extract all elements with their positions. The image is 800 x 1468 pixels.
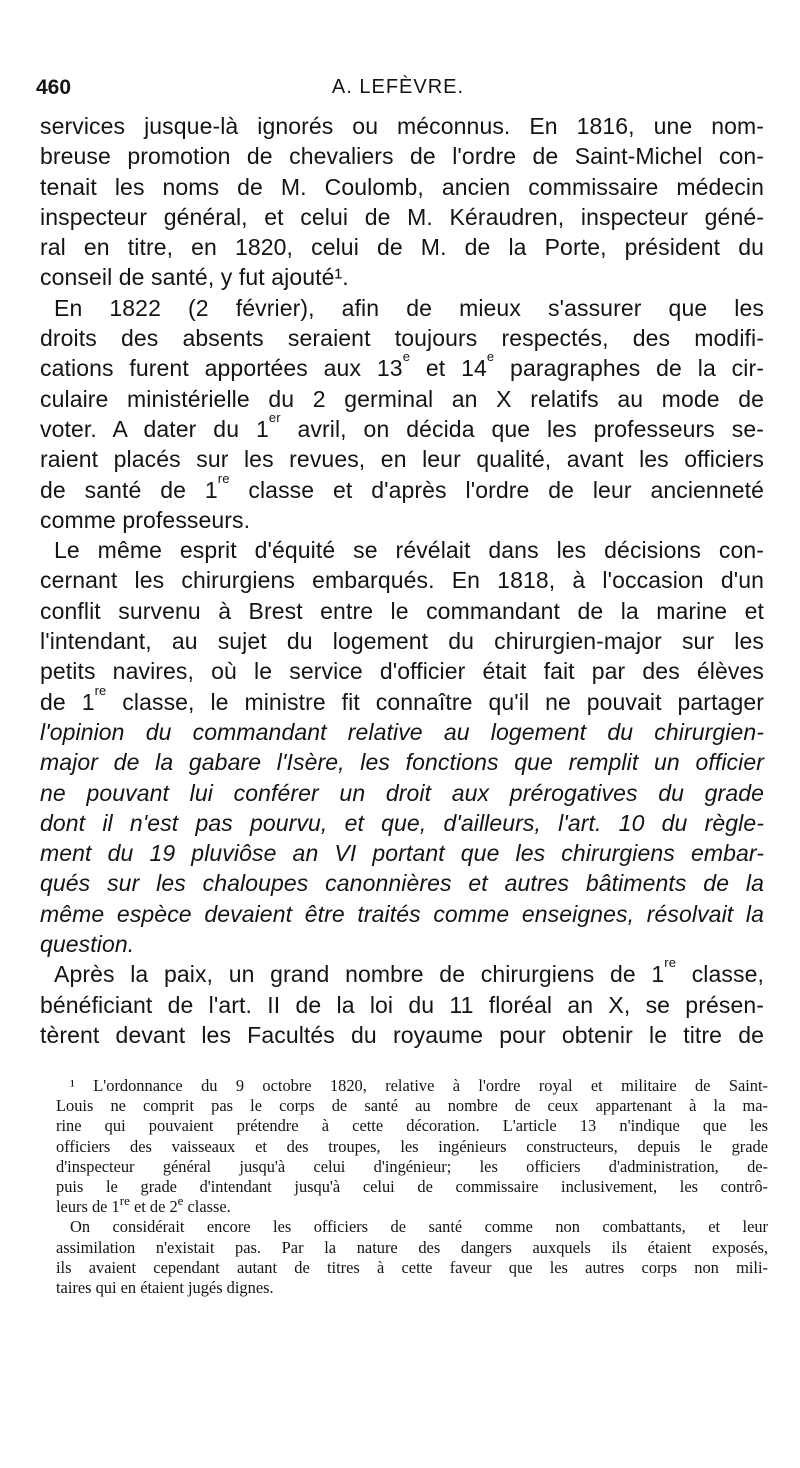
body-line: ral en titre, en 1820, celui de M. de la Porte, président du bbox=[40, 234, 764, 261]
body-line: Le même esprit d'équité se révélait dans les décisions con- bbox=[54, 537, 764, 564]
body-line: question. bbox=[40, 931, 135, 958]
footnote-line: rine qui pouvaient prétendre à cette décoration. L'article 13 n'indique que les bbox=[56, 1116, 768, 1136]
body-line: En 1822 (2 février), afin de mieux s'assurer que les bbox=[54, 294, 764, 321]
footnote-line: assimilation n'existait pas. Par la nature des dangers auxquels ils étaient exposés, bbox=[56, 1237, 768, 1257]
body-line: droits des absents seraient toujours respectés, des modifi- bbox=[40, 325, 764, 352]
body-line: conflit survenu à Brest entre le commandant de la marine et bbox=[40, 597, 764, 624]
body-line: de 1re classe, le ministre fit connaître qu'il ne pouvait partager bbox=[40, 682, 764, 715]
page-number: 460 bbox=[36, 76, 72, 99]
footnote-line: On considérait encore les officiers de santé comme non combattants, et leur bbox=[70, 1217, 768, 1237]
body-line: conseil de santé, y fut ajouté¹. bbox=[40, 264, 349, 291]
footnote-line: Louis ne comprit pas le corps de santé au nombre de ceux appartenant à la ma- bbox=[56, 1096, 768, 1116]
running-head: A. LEFÈVRE. bbox=[331, 76, 465, 98]
body-line: breuse promotion de chevaliers de l'ordre de Saint-Michel con- bbox=[40, 143, 764, 170]
body-line: dont il n'est pas pourvu, et que, d'ailleurs, l'art. 10 du règle- bbox=[40, 809, 764, 836]
footnote-line: d'inspecteur général jusqu'à celui d'ingénieur; les officiers d'administration, de- bbox=[56, 1156, 768, 1176]
footnote-line: puis le grade d'intendant jusqu'à celui de commissaire inclusivement, les contrô- bbox=[56, 1177, 768, 1197]
body-line: comme professeurs. bbox=[40, 506, 251, 533]
body-line: ne pouvant lui conférer un droit aux prérogatives du grade bbox=[40, 779, 764, 806]
footnotes bbox=[56, 1076, 768, 1298]
body-line: tenait les noms de M. Coulomb, ancien commissaire médecin bbox=[40, 173, 764, 200]
body-line: culaire ministérielle du 2 germinal an X relatifs au mode de bbox=[40, 385, 764, 412]
body-line: cations furent apportées aux 13e et 14e paragraphes de la cir- bbox=[40, 349, 764, 382]
footnote-line: officiers des vaisseaux et des troupes, les ingénieurs constructeurs, depuis le grade bbox=[56, 1136, 768, 1156]
body-line: raient placés sur les revues, en leur qualité, avant les officiers bbox=[40, 446, 764, 473]
body-line: l'opinion du commandant relative au logement du chirurgien- bbox=[40, 718, 764, 745]
body-line: Après la paix, un grand nombre de chirurgiens de 1re classe, bbox=[54, 955, 764, 988]
footnote-line: taires qui en étaient jugés dignes. bbox=[56, 1278, 274, 1298]
body-line: cernant les chirurgiens embarqués. En 1818, à l'occasion d'un bbox=[40, 567, 764, 594]
body-line: même espèce devaient être traités comme enseignes, résolvait la bbox=[40, 900, 764, 927]
footnote-line: leurs de 1re et de 2e classe. bbox=[56, 1193, 231, 1217]
body-line: ment du 19 pluviôse an VI portant que les chirurgiens embar- bbox=[40, 840, 764, 867]
footnote-line: ils avaient cependant autant de titres à cette faveur que les autres corps non mili- bbox=[56, 1257, 768, 1277]
body-line: l'intendant, au sujet du logement du chirurgien-major sur les bbox=[40, 628, 764, 655]
body-line: inspecteur général, et celui de M. Kéraudren, inspecteur géné- bbox=[40, 203, 764, 230]
footnote-line: ¹ L'ordonnance du 9 octobre 1820, relative à l'ordre royal et militaire de Saint- bbox=[70, 1076, 768, 1095]
body-line: de santé de 1re classe et d'après l'ordre de leur ancienneté bbox=[40, 470, 764, 503]
page-header bbox=[36, 76, 760, 106]
body-line: voter. A dater du 1er avril, on décida que les professeurs se- bbox=[40, 409, 764, 442]
body-line: qués sur les chaloupes canonnières et autres bâtiments de la bbox=[40, 870, 764, 897]
body-text bbox=[40, 111, 764, 1050]
body-line: major de la gabare l'Isère, les fonctions que remplit un officier bbox=[40, 749, 764, 776]
body-line: bénéficiant de l'art. II de la loi du 11 floréal an X, se présen- bbox=[40, 991, 764, 1018]
body-line: tèrent devant les Facultés du royaume pour obtenir le titre de bbox=[40, 1021, 764, 1048]
body-line: services jusque-là ignorés ou méconnus. En 1816, une nom- bbox=[40, 113, 764, 139]
body-line: petits navires, où le service d'officier était fait par des élèves bbox=[40, 658, 764, 685]
